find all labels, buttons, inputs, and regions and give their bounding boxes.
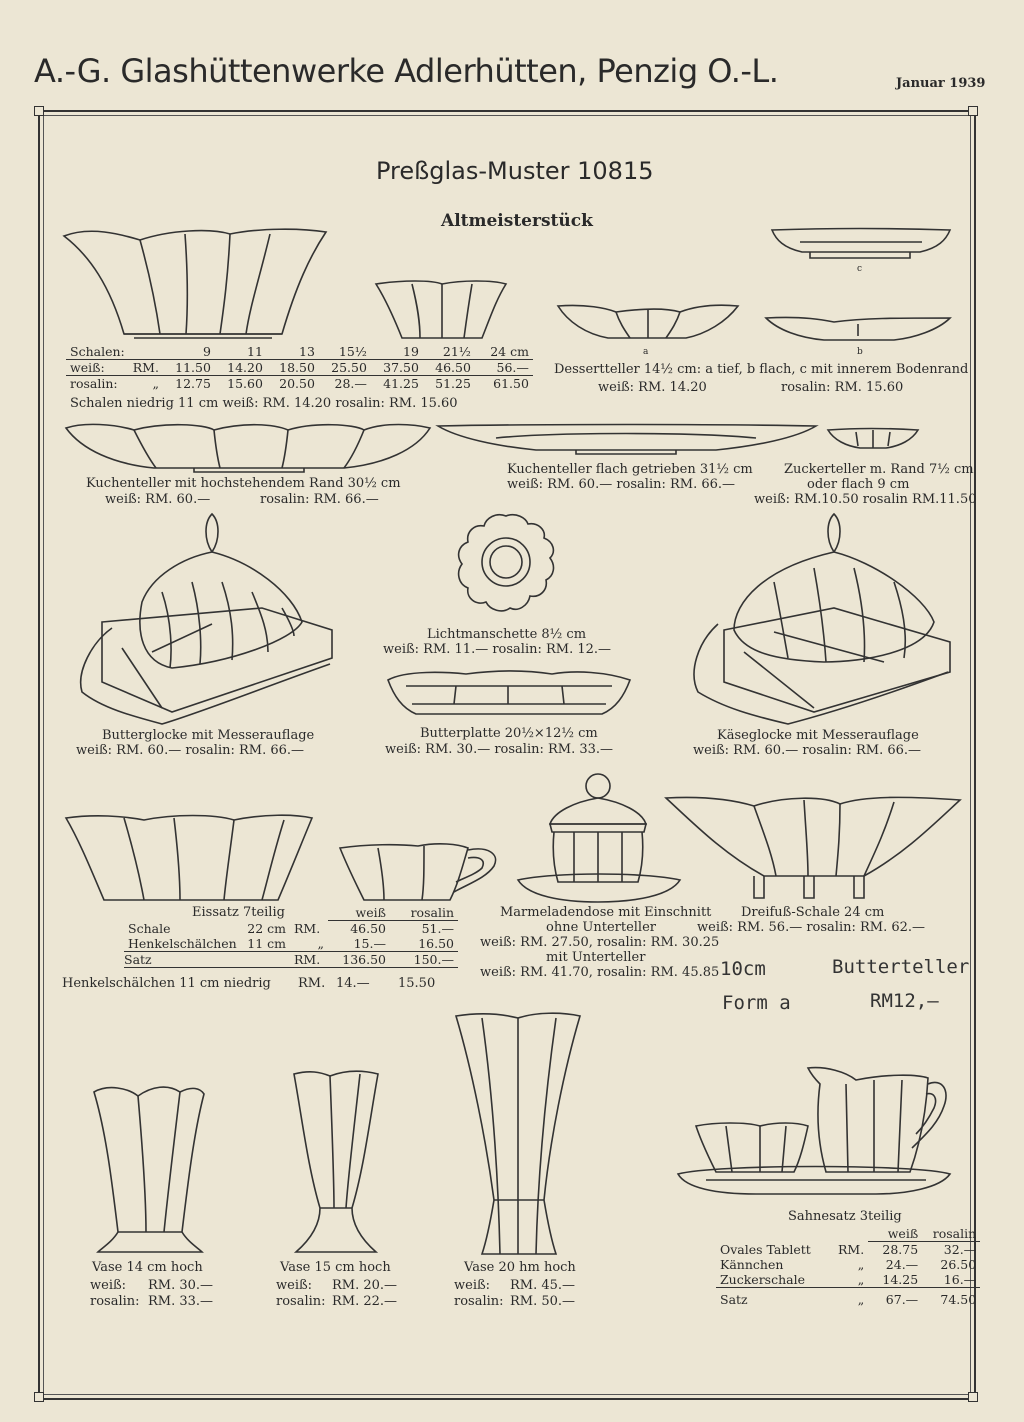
row-name: Schale	[128, 920, 171, 936]
dessert-plate-a-illustration	[556, 302, 740, 344]
kuchenteller-rand-desc: Kuchenteller mit hochstehendem Rand 30½ cm	[86, 476, 401, 491]
price-cell: 46.50	[350, 921, 386, 936]
zuckerteller-desc: Zuckerteller m. Rand 7½ cm	[784, 462, 974, 477]
price-cell: 15.—	[353, 936, 386, 951]
kuchenteller-flach-desc: Kuchenteller flach getrieben 31½ cm	[507, 462, 753, 477]
dessert-rosalin: rosalin: RM. 15.60	[781, 380, 904, 395]
eissatz-niedrig-name: Henkelschälchen 11 cm niedrig	[62, 976, 271, 991]
cake-plate-rim-illustration	[64, 420, 432, 472]
sahnesatz-price-table	[716, 1226, 980, 1307]
size-cell: 24 cm	[490, 344, 529, 359]
price-cell: 32.—	[943, 1242, 977, 1257]
row-unit: RM.	[294, 952, 321, 967]
dreifuss-prices: weiß: RM. 56.— rosalin: RM. 62.—	[697, 920, 926, 935]
company-header: A.-G. Glashüttenwerke Adlerhütten, Penzig O.-L.	[34, 52, 779, 90]
typed-note-name: Butterteller	[832, 956, 970, 978]
marmelade-prices1: weiß: RM. 27.50, rosalin: RM. 30.25	[480, 935, 720, 950]
lichtmanschette-desc: Lichtmanschette 8½ cm	[427, 627, 587, 642]
page-subtitle: Altmeisterstück	[441, 211, 593, 231]
row-name: Satz	[124, 952, 152, 967]
price-cell: 28.—	[334, 376, 367, 391]
vase-14-illustration	[88, 1082, 208, 1258]
price-cell: 12.75	[175, 376, 211, 391]
vase14-rosalin-label: rosalin:	[90, 1294, 140, 1309]
price-cell: 46.50	[435, 360, 471, 375]
kaeseglocke-desc: Käseglocke mit Messerauflage	[717, 728, 919, 743]
butter-plate-illustration	[386, 668, 632, 720]
row-name: Zuckerschale	[720, 1272, 805, 1287]
row-unit: „	[857, 1272, 865, 1287]
row-name: Henkelschälchen	[128, 936, 237, 951]
dessert-plate-c-illustration	[770, 226, 952, 262]
butterplatte-desc: Butterplatte 20½×12½ cm	[420, 726, 598, 741]
frame-corner	[968, 1392, 978, 1402]
row-name: Kännchen	[720, 1257, 784, 1272]
vase15-rosalin-label: rosalin:	[276, 1294, 326, 1309]
kuchenteller-rand-rosalin: rosalin: RM. 66.—	[260, 492, 379, 507]
marmelade-desc: Marmeladendose mit Einschnitt	[500, 905, 712, 920]
row-unit: „	[317, 936, 324, 951]
eissatz-niedrig-weiss: 14.—	[336, 976, 370, 991]
eissatz-niedrig-rosalin: 15.50	[398, 976, 436, 991]
vase20-weiss: RM. 45.—	[510, 1278, 576, 1293]
price-cell: 25.50	[331, 360, 367, 375]
weiss-label: weiß:	[70, 360, 105, 375]
eissatz-title: Eissatz 7teilig	[192, 905, 285, 920]
price-cell: 20.50	[279, 376, 315, 391]
cream-set-illustration	[676, 1064, 952, 1198]
vase15-rosalin: RM. 22.—	[332, 1294, 398, 1309]
col-header-weiss: weiß	[868, 1226, 922, 1242]
schalen-label: Schalen:	[70, 344, 125, 359]
size-cell: 21½	[442, 344, 471, 359]
cake-plate-flat-illustration	[436, 422, 818, 454]
candle-collar-illustration	[456, 512, 556, 616]
price-cell: 16.50	[418, 936, 454, 951]
unit-label: RM.	[132, 360, 159, 375]
price-cell: 15.60	[227, 376, 263, 391]
marmelade-prices2: weiß: RM. 41.70, rosalin: RM. 45.85	[480, 965, 720, 980]
price-cell: 74.50	[940, 1292, 977, 1307]
typed-note-size: 10cm	[720, 958, 766, 980]
price-cell: 26.50	[940, 1257, 977, 1272]
vase20-rosalin: RM. 50.—	[510, 1294, 576, 1309]
kaeseglocke-prices: weiß: RM. 60.— rosalin: RM. 66.—	[693, 743, 922, 758]
dessert-description: Dessertteller 14½ cm: a tief, b flach, c mit innerem Bodenrand	[554, 362, 969, 377]
price-cell: 37.50	[383, 360, 419, 375]
price-cell: 61.50	[493, 376, 529, 391]
eissatz-niedrig-unit: RM.	[298, 976, 326, 991]
unit-label: „	[152, 376, 159, 391]
eissatz-price-table	[124, 905, 458, 968]
jam-jar-illustration	[514, 772, 684, 906]
row-unit: „	[857, 1292, 865, 1307]
frame-corner	[34, 1392, 44, 1402]
butter-dish-illustration	[62, 512, 338, 728]
date-label: Januar 1939	[896, 76, 986, 91]
size-cell: 19	[403, 344, 419, 359]
lichtmanschette-prices: weiß: RM. 11.— rosalin: RM. 12.—	[383, 642, 612, 657]
kuchenteller-rand-weiss: weiß: RM. 60.—	[105, 492, 211, 507]
label-c: c	[857, 264, 863, 274]
sugar-plate-illustration	[826, 426, 920, 452]
row-size: 22 cm	[247, 920, 286, 936]
kuchenteller-flach-prices: weiß: RM. 60.— rosalin: RM. 66.—	[507, 477, 736, 492]
label-b: b	[857, 347, 863, 357]
price-cell: 150.—	[413, 952, 454, 967]
size-cell: 13	[299, 344, 315, 359]
butterglocke-prices: weiß: RM. 60.— rosalin: RM. 66.—	[76, 743, 305, 758]
col-header-rosalin: rosalin	[922, 1226, 980, 1242]
schalen-price-table	[66, 344, 533, 391]
sahnesatz-title: Sahnesatz 3teilig	[788, 1209, 902, 1224]
zuckerteller-desc2: oder flach 9 cm	[807, 477, 910, 492]
price-cell: 18.50	[279, 360, 315, 375]
butterglocke-desc: Butterglocke mit Messerauflage	[102, 728, 315, 743]
col-header-weiss: weiß	[328, 905, 390, 921]
row-size: 11 cm	[247, 936, 286, 951]
page-title: Preßglas-Muster 10815	[376, 157, 654, 185]
vase-15-illustration	[290, 1068, 382, 1258]
price-cell: 16.—	[943, 1272, 977, 1287]
vase14-title: Vase 14 cm hoch	[92, 1260, 203, 1275]
vase14-weiss: RM. 30.—	[148, 1278, 214, 1293]
frame-corner	[968, 106, 978, 116]
price-cell: 28.75	[882, 1242, 919, 1257]
row-name: Satz	[720, 1292, 748, 1307]
vase20-rosalin-label: rosalin:	[454, 1294, 504, 1309]
vase15-title: Vase 15 cm hoch	[280, 1260, 391, 1275]
dessert-plate-b-illustration	[764, 314, 952, 344]
dreifuss-desc: Dreifuß-Schale 24 cm	[741, 905, 885, 920]
ice-bowl-illustration	[64, 812, 314, 904]
dessert-weiss: weiß: RM. 14.20	[598, 380, 707, 395]
zuckerteller-prices: weiß: RM.10.50 rosalin RM.11.50	[754, 492, 977, 507]
price-cell: 11.50	[175, 360, 211, 375]
price-cell: 136.50	[342, 952, 386, 967]
price-cell: 14.25	[882, 1272, 919, 1287]
price-cell: 67.—	[885, 1292, 919, 1307]
marmelade-desc3: mit Unterteller	[546, 950, 646, 965]
handled-bowl-illustration	[338, 840, 500, 904]
vase-20-illustration	[452, 1010, 584, 1258]
price-cell: 14.20	[227, 360, 263, 375]
typed-note-price: RM12,—	[870, 990, 939, 1012]
row-unit: „	[857, 1257, 865, 1272]
price-cell: 51.25	[435, 376, 471, 391]
row-unit: RM.	[838, 1241, 865, 1257]
schalen-niedrig-text: Schalen niedrig 11 cm weiß: RM. 14.20 rosalin: RM. 15.60	[70, 396, 458, 411]
vase15-weiss: RM. 20.—	[332, 1278, 398, 1293]
label-a: a	[643, 347, 649, 357]
price-cell: 56.—	[496, 360, 529, 375]
marmelade-desc2: ohne Unterteller	[546, 920, 656, 935]
vase14-weiss-label: weiß:	[90, 1278, 127, 1293]
row-size	[242, 952, 290, 968]
size-cell: 15½	[338, 344, 367, 359]
price-cell: 24.—	[885, 1257, 919, 1272]
bowl-small-illustration	[372, 278, 512, 348]
row-unit: RM.	[294, 920, 321, 936]
vase20-weiss-label: weiß:	[454, 1278, 491, 1293]
price-cell: 41.25	[383, 376, 419, 391]
vase15-weiss-label: weiß:	[276, 1278, 313, 1293]
typed-note-form: Form a	[722, 992, 791, 1014]
bowl-large-illustration	[60, 226, 340, 346]
frame-corner	[34, 106, 44, 116]
col-header-rosalin: rosalin	[390, 905, 458, 921]
vase14-rosalin: RM. 33.—	[148, 1294, 214, 1309]
vase20-title: Vase 20 hm hoch	[464, 1260, 576, 1275]
size-cell: 11	[247, 344, 263, 359]
size-cell: 9	[202, 344, 211, 359]
butterplatte-prices: weiß: RM. 30.— rosalin: RM. 33.—	[385, 742, 614, 757]
price-cell: 51.—	[421, 921, 454, 936]
tripod-bowl-illustration	[664, 794, 964, 904]
rosalin-label: rosalin:	[70, 376, 118, 391]
cheese-dish-illustration	[684, 512, 960, 728]
row-name: Ovales Tablett	[720, 1241, 811, 1257]
